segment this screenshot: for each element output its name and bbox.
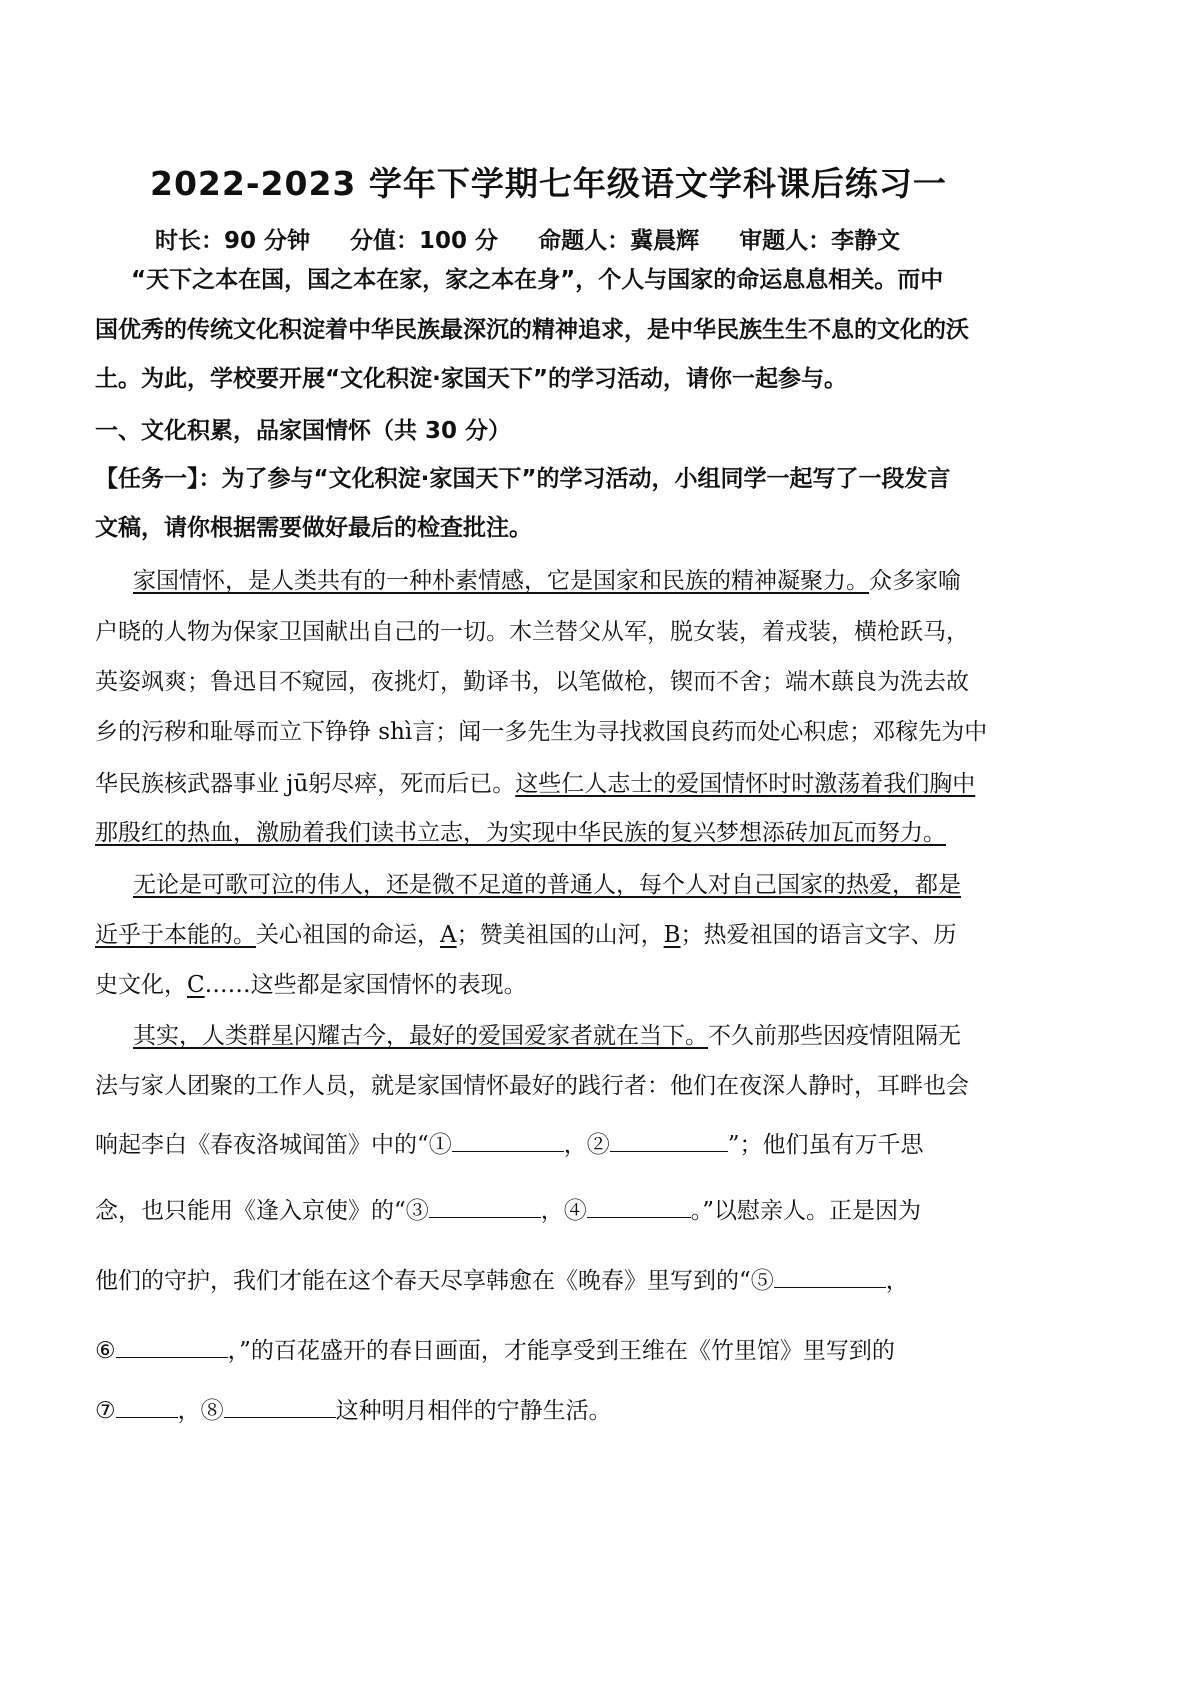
answer-blank-3[interactable]	[429, 1195, 541, 1218]
para3-line-4-a: 念，也只能用《逢入京使》的“③	[95, 1198, 429, 1224]
blank-marker-b: B	[663, 922, 681, 948]
para3-line-4-b: ，④	[540, 1198, 587, 1224]
para3-line-3-c: ”；他们虽有万千思	[727, 1132, 924, 1158]
exam-meta	[155, 222, 932, 255]
blank-marker-a: A	[440, 922, 457, 948]
intro-line-1: “天下之本在国，国之本在家，家之本在身”，个人与国家的命运息息相关。而中	[131, 267, 944, 293]
answer-blank-4[interactable]	[587, 1195, 691, 1218]
answer-blank-2[interactable]	[610, 1129, 728, 1152]
para2-line-1	[133, 866, 961, 899]
para1-line-6	[95, 814, 946, 847]
para1-line-2: 户晓的人物为保家卫国献出自己的一切。木兰替父从军，脱女装，着戎装，横枪跃马，	[95, 619, 969, 645]
para2-line-2-a: 关心祖国的命运，	[256, 922, 440, 948]
para3-line-1	[133, 1017, 961, 1050]
para3-line-1-rest: 不久前那些因疫情阻隔无	[708, 1023, 961, 1049]
score-label: 分值：100 分	[350, 228, 499, 254]
intro-line-3: 土。为此，学校要开展“文化积淀·家国天下”的学习活动，请你一起参与。	[95, 366, 847, 392]
para2-line-2-b: ；赞美祖国的山河，	[456, 922, 664, 948]
para2-line-2	[95, 916, 957, 949]
para3-line-3-b: ，②	[563, 1132, 610, 1158]
para3-line-5-b: ，	[885, 1268, 909, 1294]
task1-line-1: 【任务一】：为了参与“文化积淀·家国天下”的学习活动，小组同学一起写了一段发言	[95, 466, 951, 492]
reviewer-label: 审题人：李静文	[739, 228, 901, 254]
underlined-sentence: 无论是可歌可泣的伟人，还是微不足道的普通人，每个人对自己国家的热爱，都是	[133, 872, 961, 898]
para1-line-4: 乡的污秽和耻辱而立下铮铮 shì言；闻一多先生为寻找救国良药而处心积虑；邓稼先为中	[95, 719, 988, 745]
duration-label: 时长：90 分钟	[155, 228, 311, 254]
underlined-sentence: 近乎于本能的。	[95, 922, 256, 948]
intro-line-2: 国优秀的传统文化积淀着中华民族最深沉的精神追求，是中华民族生生不息的文化的沃	[95, 317, 969, 343]
answer-blank-6[interactable]	[116, 1335, 228, 1358]
blank-marker-c: C	[187, 972, 205, 998]
para3-line-7	[95, 1392, 612, 1425]
para3-line-6	[95, 1332, 895, 1365]
para2-line-3-b: ……这些都是家国情怀的表现。	[204, 972, 527, 998]
underlined-sentence: 其实，人类群星闪耀古今，最好的爱国爱家者就在当下。	[133, 1023, 708, 1049]
task1-line-2: 文稿，请你根据需要做好最后的检查批注。	[95, 515, 532, 541]
underlined-sentence: 家国情怀，是人类共有的一种朴素情感，它是国家和民族的精神凝聚力。	[133, 568, 869, 594]
para3-line-7-b: ，⑧	[177, 1398, 224, 1424]
para3-line-4	[95, 1192, 921, 1225]
para1-line-5-text: 华民族核武器事业 jū躬尽瘁，死而后已。	[95, 771, 516, 797]
answer-blank-8[interactable]	[224, 1395, 336, 1418]
section-heading-1: 一、文化积累，品家国情怀（共 30 分）	[95, 418, 512, 444]
underlined-sentence: 那殷红的热血，激励着我们读书立志，为实现中华民族的复兴梦想添砖加瓦而努力。	[95, 820, 946, 846]
para3-line-3-a: 响起李白《春夜洛城闻笛》中的“①	[95, 1132, 452, 1158]
para1-line-1-rest: 众多家喻	[869, 568, 961, 594]
para3-line-2: 法与家人团聚的工作人员，就是家国情怀最好的践行者：他们在夜深人静时，耳畔也会	[95, 1073, 969, 1099]
para1-line-5	[95, 765, 975, 798]
para3-line-5-a: 他们的守护，我们才能在这个春天尽享韩愈在《晚春》里写到的“⑤	[95, 1268, 774, 1294]
para3-line-7-a: ⑦	[95, 1398, 116, 1424]
page-title: 2022-2023 学年下学期七年级语文学科课后练习一	[150, 164, 947, 203]
para3-line-7-c: 这种明月相伴的宁静生活。	[335, 1398, 612, 1424]
para3-line-6-b: ，”的百花盛开的春日画面，才能享受到王维在《竹里馆》里写到的	[227, 1338, 895, 1364]
underlined-sentence: 这些仁人志士的爱国情怀时时激荡着我们胸中	[515, 771, 976, 797]
para3-line-3	[95, 1126, 924, 1159]
para2-line-3	[95, 966, 527, 999]
answer-blank-5[interactable]	[774, 1265, 886, 1288]
para3-line-6-a: ⑥	[95, 1338, 116, 1364]
para3-line-5	[95, 1262, 909, 1295]
answer-blank-7[interactable]	[116, 1395, 178, 1418]
para2-line-3-a: 史文化，	[95, 972, 187, 998]
author-label: 命题人：冀晨辉	[538, 228, 700, 254]
para2-line-2-c: ；热爱祖国的语言文字、历	[680, 922, 957, 948]
para3-line-4-c: 。”以慰亲人。正是因为	[690, 1198, 922, 1224]
answer-blank-1[interactable]	[452, 1129, 564, 1152]
para1-line-3: 英姿飒爽；鲁迅目不窥园，夜挑灯，勤译书，以笔做枪，锲而不舍；端木蕻良为洗去故	[95, 669, 969, 695]
para1-line-1	[133, 562, 961, 595]
